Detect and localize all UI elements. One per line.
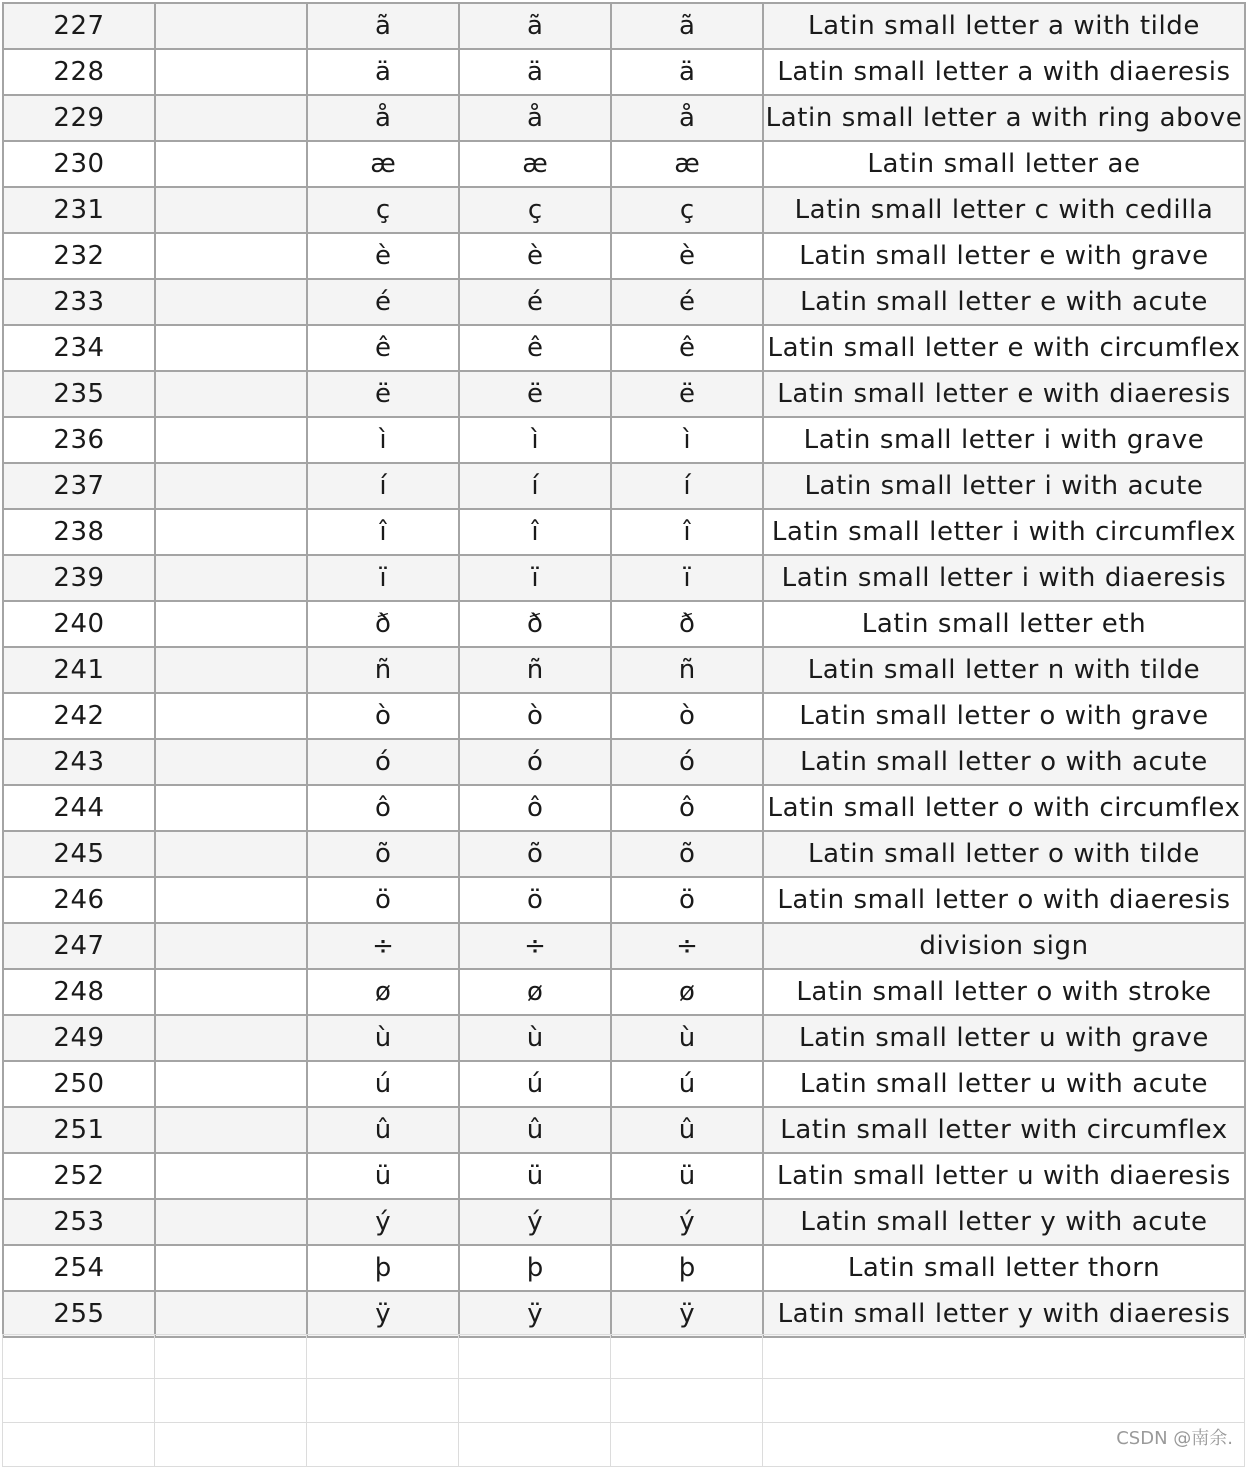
cell-blank[interactable]: [155, 1153, 307, 1199]
empty-cell[interactable]: [3, 1379, 155, 1423]
cell-char-3[interactable]: û: [611, 1107, 763, 1153]
cell-blank[interactable]: [155, 601, 307, 647]
cell-code[interactable]: 233: [3, 279, 155, 325]
cell-char-3[interactable]: ä: [611, 49, 763, 95]
table-row: [3, 95, 1245, 141]
cell-blank[interactable]: [155, 1291, 307, 1337]
cell-code[interactable]: 254: [3, 1245, 155, 1291]
cell-char-1[interactable]: þ: [307, 1245, 459, 1291]
cell-blank[interactable]: [155, 325, 307, 371]
cell-code[interactable]: 244: [3, 785, 155, 831]
table-row: [3, 601, 1245, 647]
cell-blank[interactable]: [155, 647, 307, 693]
cell-char-3[interactable]: ú: [611, 1061, 763, 1107]
cell-char-1[interactable]: ü: [307, 1153, 459, 1199]
cell-char-2[interactable]: ú: [459, 1061, 611, 1107]
cell-char-3[interactable]: ÿ: [611, 1291, 763, 1337]
table-row: [3, 647, 1245, 693]
cell-char-1[interactable]: î: [307, 509, 459, 555]
cell-char-2[interactable]: î: [459, 509, 611, 555]
cell-description[interactable]: Latin small letter o with tilde: [763, 831, 1245, 877]
table-row: [3, 1107, 1245, 1153]
cell-char-3[interactable]: ë: [611, 371, 763, 417]
cell-blank[interactable]: [155, 1107, 307, 1153]
watermark: CSDN @南余.: [1116, 1428, 1233, 1449]
character-table-body: [3, 3, 1245, 1337]
cell-char-3[interactable]: ø: [611, 969, 763, 1015]
table-row: [3, 1199, 1245, 1245]
cell-char-2[interactable]: ÿ: [459, 1291, 611, 1337]
cell-blank[interactable]: [155, 969, 307, 1015]
cell-char-3[interactable]: ã: [611, 3, 763, 49]
cell-code[interactable]: 229: [3, 95, 155, 141]
cell-description[interactable]: Latin small letter o with grave: [763, 693, 1245, 739]
cell-char-3[interactable]: ñ: [611, 647, 763, 693]
cell-code[interactable]: 231: [3, 187, 155, 233]
cell-char-1[interactable]: å: [307, 95, 459, 141]
empty-cell[interactable]: [763, 1379, 1245, 1423]
cell-code[interactable]: 255: [3, 1291, 155, 1337]
table-row: [3, 1291, 1245, 1337]
cell-code[interactable]: 251: [3, 1107, 155, 1153]
cell-char-3[interactable]: é: [611, 279, 763, 325]
table-row: [3, 831, 1245, 877]
cell-char-3[interactable]: ô: [611, 785, 763, 831]
cell-char-2[interactable]: é: [459, 279, 611, 325]
cell-code[interactable]: 250: [3, 1061, 155, 1107]
cell-char-2[interactable]: ÷: [459, 923, 611, 969]
cell-code[interactable]: 249: [3, 1015, 155, 1061]
cell-char-1[interactable]: ô: [307, 785, 459, 831]
empty-grid: [2, 1334, 1245, 1467]
cell-blank[interactable]: [155, 3, 307, 49]
cell-description[interactable]: Latin small letter thorn: [763, 1245, 1245, 1291]
cell-description[interactable]: Latin small letter n with tilde: [763, 647, 1245, 693]
cell-code[interactable]: 239: [3, 555, 155, 601]
cell-char-1[interactable]: æ: [307, 141, 459, 187]
table-row: [3, 877, 1245, 923]
cell-description[interactable]: Latin small letter i with grave: [763, 417, 1245, 463]
table-row: [3, 693, 1245, 739]
cell-code[interactable]: 230: [3, 141, 155, 187]
cell-code[interactable]: 242: [3, 693, 155, 739]
cell-char-1[interactable]: ê: [307, 325, 459, 371]
cell-description[interactable]: Latin small letter with circumflex: [763, 1107, 1245, 1153]
cell-blank[interactable]: [155, 141, 307, 187]
cell-char-2[interactable]: ñ: [459, 647, 611, 693]
cell-char-3[interactable]: ó: [611, 739, 763, 785]
cell-char-1[interactable]: õ: [307, 831, 459, 877]
empty-cell[interactable]: [459, 1335, 611, 1379]
cell-code[interactable]: 238: [3, 509, 155, 555]
empty-cell[interactable]: [459, 1423, 611, 1467]
cell-char-3[interactable]: ù: [611, 1015, 763, 1061]
empty-cell[interactable]: [611, 1335, 763, 1379]
cell-code[interactable]: 248: [3, 969, 155, 1015]
cell-description[interactable]: Latin small letter e with circumflex: [763, 325, 1245, 371]
table-row: [3, 233, 1245, 279]
empty-cell[interactable]: [307, 1335, 459, 1379]
cell-char-2[interactable]: í: [459, 463, 611, 509]
cell-description[interactable]: Latin small letter i with circumflex: [763, 509, 1245, 555]
table-row: [3, 463, 1245, 509]
table-row: [3, 141, 1245, 187]
empty-cell[interactable]: [763, 1335, 1245, 1379]
cell-description[interactable]: Latin small letter u with diaeresis: [763, 1153, 1245, 1199]
table-row: [3, 1245, 1245, 1291]
cell-char-3[interactable]: å: [611, 95, 763, 141]
cell-char-1[interactable]: é: [307, 279, 459, 325]
cell-description[interactable]: Latin small letter o with acute: [763, 739, 1245, 785]
cell-code[interactable]: 235: [3, 371, 155, 417]
cell-char-3[interactable]: î: [611, 509, 763, 555]
cell-char-1[interactable]: ë: [307, 371, 459, 417]
cell-char-3[interactable]: õ: [611, 831, 763, 877]
cell-blank[interactable]: [155, 555, 307, 601]
cell-char-2[interactable]: æ: [459, 141, 611, 187]
cell-char-2[interactable]: ê: [459, 325, 611, 371]
cell-description[interactable]: Latin small letter c with cedilla: [763, 187, 1245, 233]
cell-char-2[interactable]: ý: [459, 1199, 611, 1245]
cell-char-1[interactable]: ð: [307, 601, 459, 647]
cell-char-1[interactable]: ì: [307, 417, 459, 463]
cell-description[interactable]: Latin small letter ae: [763, 141, 1245, 187]
cell-code[interactable]: 228: [3, 49, 155, 95]
cell-code[interactable]: 232: [3, 233, 155, 279]
cell-char-1[interactable]: ç: [307, 187, 459, 233]
cell-blank[interactable]: [155, 1015, 307, 1061]
empty-grid-body: [3, 1335, 1245, 1467]
empty-cell[interactable]: [3, 1423, 155, 1467]
cell-blank[interactable]: [155, 1245, 307, 1291]
cell-char-2[interactable]: ì: [459, 417, 611, 463]
cell-char-3[interactable]: æ: [611, 141, 763, 187]
empty-row: [3, 1379, 1245, 1423]
cell-description[interactable]: Latin small letter u with acute: [763, 1061, 1245, 1107]
cell-description[interactable]: Latin small letter a with ring above: [763, 95, 1245, 141]
cell-description[interactable]: Latin small letter i with acute: [763, 463, 1245, 509]
empty-cell[interactable]: [155, 1335, 307, 1379]
table-row: [3, 371, 1245, 417]
cell-char-2[interactable]: ù: [459, 1015, 611, 1061]
table-row: [3, 555, 1245, 601]
table-row: [3, 417, 1245, 463]
cell-code[interactable]: 243: [3, 739, 155, 785]
cell-description[interactable]: Latin small letter u with grave: [763, 1015, 1245, 1061]
cell-char-1[interactable]: ã: [307, 3, 459, 49]
cell-blank[interactable]: [155, 49, 307, 95]
cell-blank[interactable]: [155, 693, 307, 739]
cell-char-3[interactable]: ý: [611, 1199, 763, 1245]
cell-char-2[interactable]: ð: [459, 601, 611, 647]
cell-blank[interactable]: [155, 417, 307, 463]
cell-char-2[interactable]: ï: [459, 555, 611, 601]
cell-description[interactable]: Latin small letter a with tilde: [763, 3, 1245, 49]
cell-char-3[interactable]: þ: [611, 1245, 763, 1291]
cell-description[interactable]: Latin small letter y with acute: [763, 1199, 1245, 1245]
cell-char-3[interactable]: è: [611, 233, 763, 279]
cell-char-1[interactable]: í: [307, 463, 459, 509]
cell-blank[interactable]: [155, 1061, 307, 1107]
cell-char-2[interactable]: è: [459, 233, 611, 279]
cell-char-1[interactable]: ø: [307, 969, 459, 1015]
cell-char-2[interactable]: ç: [459, 187, 611, 233]
character-table: [2, 2, 1246, 1338]
cell-char-1[interactable]: ÷: [307, 923, 459, 969]
table-row: [3, 923, 1245, 969]
cell-char-1[interactable]: û: [307, 1107, 459, 1153]
cell-char-3[interactable]: ï: [611, 555, 763, 601]
cell-char-2[interactable]: ô: [459, 785, 611, 831]
cell-char-2[interactable]: ë: [459, 371, 611, 417]
cell-code[interactable]: 240: [3, 601, 155, 647]
cell-char-1[interactable]: ä: [307, 49, 459, 95]
cell-blank[interactable]: [155, 739, 307, 785]
cell-code[interactable]: 247: [3, 923, 155, 969]
cell-blank[interactable]: [155, 279, 307, 325]
cell-code[interactable]: 252: [3, 1153, 155, 1199]
cell-char-2[interactable]: ã: [459, 3, 611, 49]
cell-description[interactable]: Latin small letter y with diaeresis: [763, 1291, 1245, 1337]
empty-cell[interactable]: [155, 1423, 307, 1467]
empty-cell[interactable]: [155, 1379, 307, 1423]
cell-blank[interactable]: [155, 923, 307, 969]
cell-blank[interactable]: [155, 831, 307, 877]
empty-cell[interactable]: [611, 1423, 763, 1467]
cell-char-2[interactable]: å: [459, 95, 611, 141]
empty-cell[interactable]: [459, 1379, 611, 1423]
empty-row: [3, 1423, 1245, 1467]
cell-char-2[interactable]: ò: [459, 693, 611, 739]
cell-char-3[interactable]: ì: [611, 417, 763, 463]
cell-description[interactable]: division sign: [763, 923, 1245, 969]
cell-blank[interactable]: [155, 877, 307, 923]
cell-description[interactable]: Latin small letter i with diaeresis: [763, 555, 1245, 601]
cell-blank[interactable]: [155, 463, 307, 509]
cell-blank[interactable]: [155, 1199, 307, 1245]
cell-blank[interactable]: [155, 509, 307, 555]
cell-char-1[interactable]: ï: [307, 555, 459, 601]
cell-code[interactable]: 236: [3, 417, 155, 463]
cell-code[interactable]: 241: [3, 647, 155, 693]
table-row: [3, 325, 1245, 371]
table-row: [3, 739, 1245, 785]
cell-char-1[interactable]: ù: [307, 1015, 459, 1061]
empty-cell[interactable]: [3, 1335, 155, 1379]
table-row: [3, 509, 1245, 555]
empty-row: [3, 1335, 1245, 1379]
table-row: [3, 1153, 1245, 1199]
cell-char-2[interactable]: ö: [459, 877, 611, 923]
cell-blank[interactable]: [155, 233, 307, 279]
cell-char-2[interactable]: û: [459, 1107, 611, 1153]
cell-code[interactable]: 245: [3, 831, 155, 877]
table-row: [3, 969, 1245, 1015]
cell-char-2[interactable]: ø: [459, 969, 611, 1015]
cell-char-1[interactable]: ý: [307, 1199, 459, 1245]
cell-description[interactable]: Latin small letter a with diaeresis: [763, 49, 1245, 95]
table-row: [3, 3, 1245, 49]
cell-code[interactable]: 246: [3, 877, 155, 923]
cell-blank[interactable]: [155, 785, 307, 831]
cell-char-3[interactable]: ð: [611, 601, 763, 647]
cell-blank[interactable]: [155, 187, 307, 233]
cell-char-3[interactable]: ê: [611, 325, 763, 371]
cell-char-1[interactable]: ö: [307, 877, 459, 923]
cell-char-2[interactable]: þ: [459, 1245, 611, 1291]
cell-char-1[interactable]: ÿ: [307, 1291, 459, 1337]
cell-char-3[interactable]: ö: [611, 877, 763, 923]
cell-description[interactable]: Latin small letter o with stroke: [763, 969, 1245, 1015]
cell-char-3[interactable]: ü: [611, 1153, 763, 1199]
table-row: [3, 279, 1245, 325]
cell-char-1[interactable]: ñ: [307, 647, 459, 693]
table-row: [3, 187, 1245, 233]
cell-code[interactable]: 227: [3, 3, 155, 49]
cell-code[interactable]: 234: [3, 325, 155, 371]
cell-char-1[interactable]: ò: [307, 693, 459, 739]
cell-description[interactable]: Latin small letter o with circumflex: [763, 785, 1245, 831]
cell-char-2[interactable]: ä: [459, 49, 611, 95]
cell-char-3[interactable]: í: [611, 463, 763, 509]
cell-char-3[interactable]: ò: [611, 693, 763, 739]
cell-char-1[interactable]: ú: [307, 1061, 459, 1107]
cell-description[interactable]: Latin small letter e with diaeresis: [763, 371, 1245, 417]
empty-cell[interactable]: [611, 1379, 763, 1423]
empty-cell[interactable]: [307, 1423, 459, 1467]
cell-description[interactable]: Latin small letter o with diaeresis: [763, 877, 1245, 923]
table-row: [3, 1015, 1245, 1061]
cell-blank[interactable]: [155, 371, 307, 417]
empty-cell[interactable]: [307, 1379, 459, 1423]
table-row: [3, 49, 1245, 95]
cell-char-2[interactable]: õ: [459, 831, 611, 877]
cell-description[interactable]: Latin small letter eth: [763, 601, 1245, 647]
cell-blank[interactable]: [155, 95, 307, 141]
table-row: [3, 785, 1245, 831]
cell-code[interactable]: 253: [3, 1199, 155, 1245]
cell-char-3[interactable]: ÷: [611, 923, 763, 969]
table-row: [3, 1061, 1245, 1107]
cell-char-1[interactable]: ó: [307, 739, 459, 785]
cell-char-1[interactable]: è: [307, 233, 459, 279]
cell-description[interactable]: Latin small letter e with grave: [763, 233, 1245, 279]
cell-char-2[interactable]: ü: [459, 1153, 611, 1199]
cell-char-2[interactable]: ó: [459, 739, 611, 785]
cell-char-3[interactable]: ç: [611, 187, 763, 233]
cell-code[interactable]: 237: [3, 463, 155, 509]
cell-description[interactable]: Latin small letter e with acute: [763, 279, 1245, 325]
